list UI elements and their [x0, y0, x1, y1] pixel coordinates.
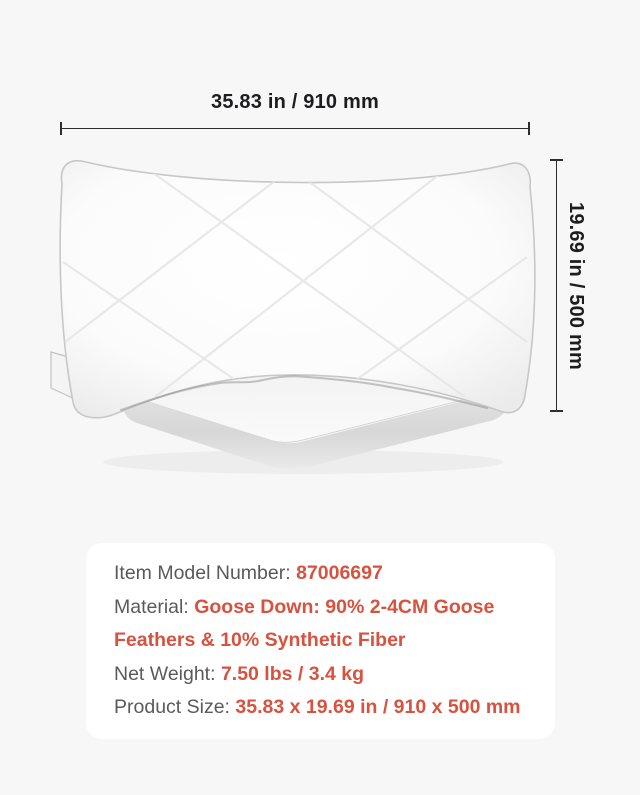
net-weight-value: 7.50 lbs / 3.4 kg: [220, 662, 365, 685]
model-number-label: Item Model Number:: [114, 562, 297, 584]
height-dimension-bar: [556, 159, 558, 412]
height-dimension-label: 19.69 in / 500 mm: [565, 201, 587, 370]
pillow-product-illustration: [35, 142, 555, 480]
material-label: Material:: [114, 595, 195, 618]
spec-row-net-weight: [114, 658, 531, 692]
width-dimension-right-tick: [528, 122, 530, 135]
product-size-label: Product Size:: [114, 696, 236, 718]
model-number-value: 87006697: [296, 562, 383, 584]
product-size-value: 35.83 x 19.69 in / 910 x 500 mm: [235, 696, 521, 718]
height-dimension-line: [550, 159, 563, 412]
spec-row-model-number: [114, 557, 531, 591]
product-spec-card: [86, 543, 555, 739]
width-dimension-bar: [60, 128, 530, 130]
height-dimension-bottom-tick: [550, 410, 563, 412]
spec-row-material: [114, 591, 531, 658]
material-value: Goose Down: 90% 2-4CM Goose Feathers & 10% Synthetic Fiber: [114, 595, 495, 651]
spec-row-product-size: [114, 691, 531, 725]
width-dimension-label: 35.83 in / 910 mm: [211, 91, 379, 113]
net-weight-label: Net Weight:: [114, 662, 221, 685]
width-dimension-line: [60, 122, 530, 135]
